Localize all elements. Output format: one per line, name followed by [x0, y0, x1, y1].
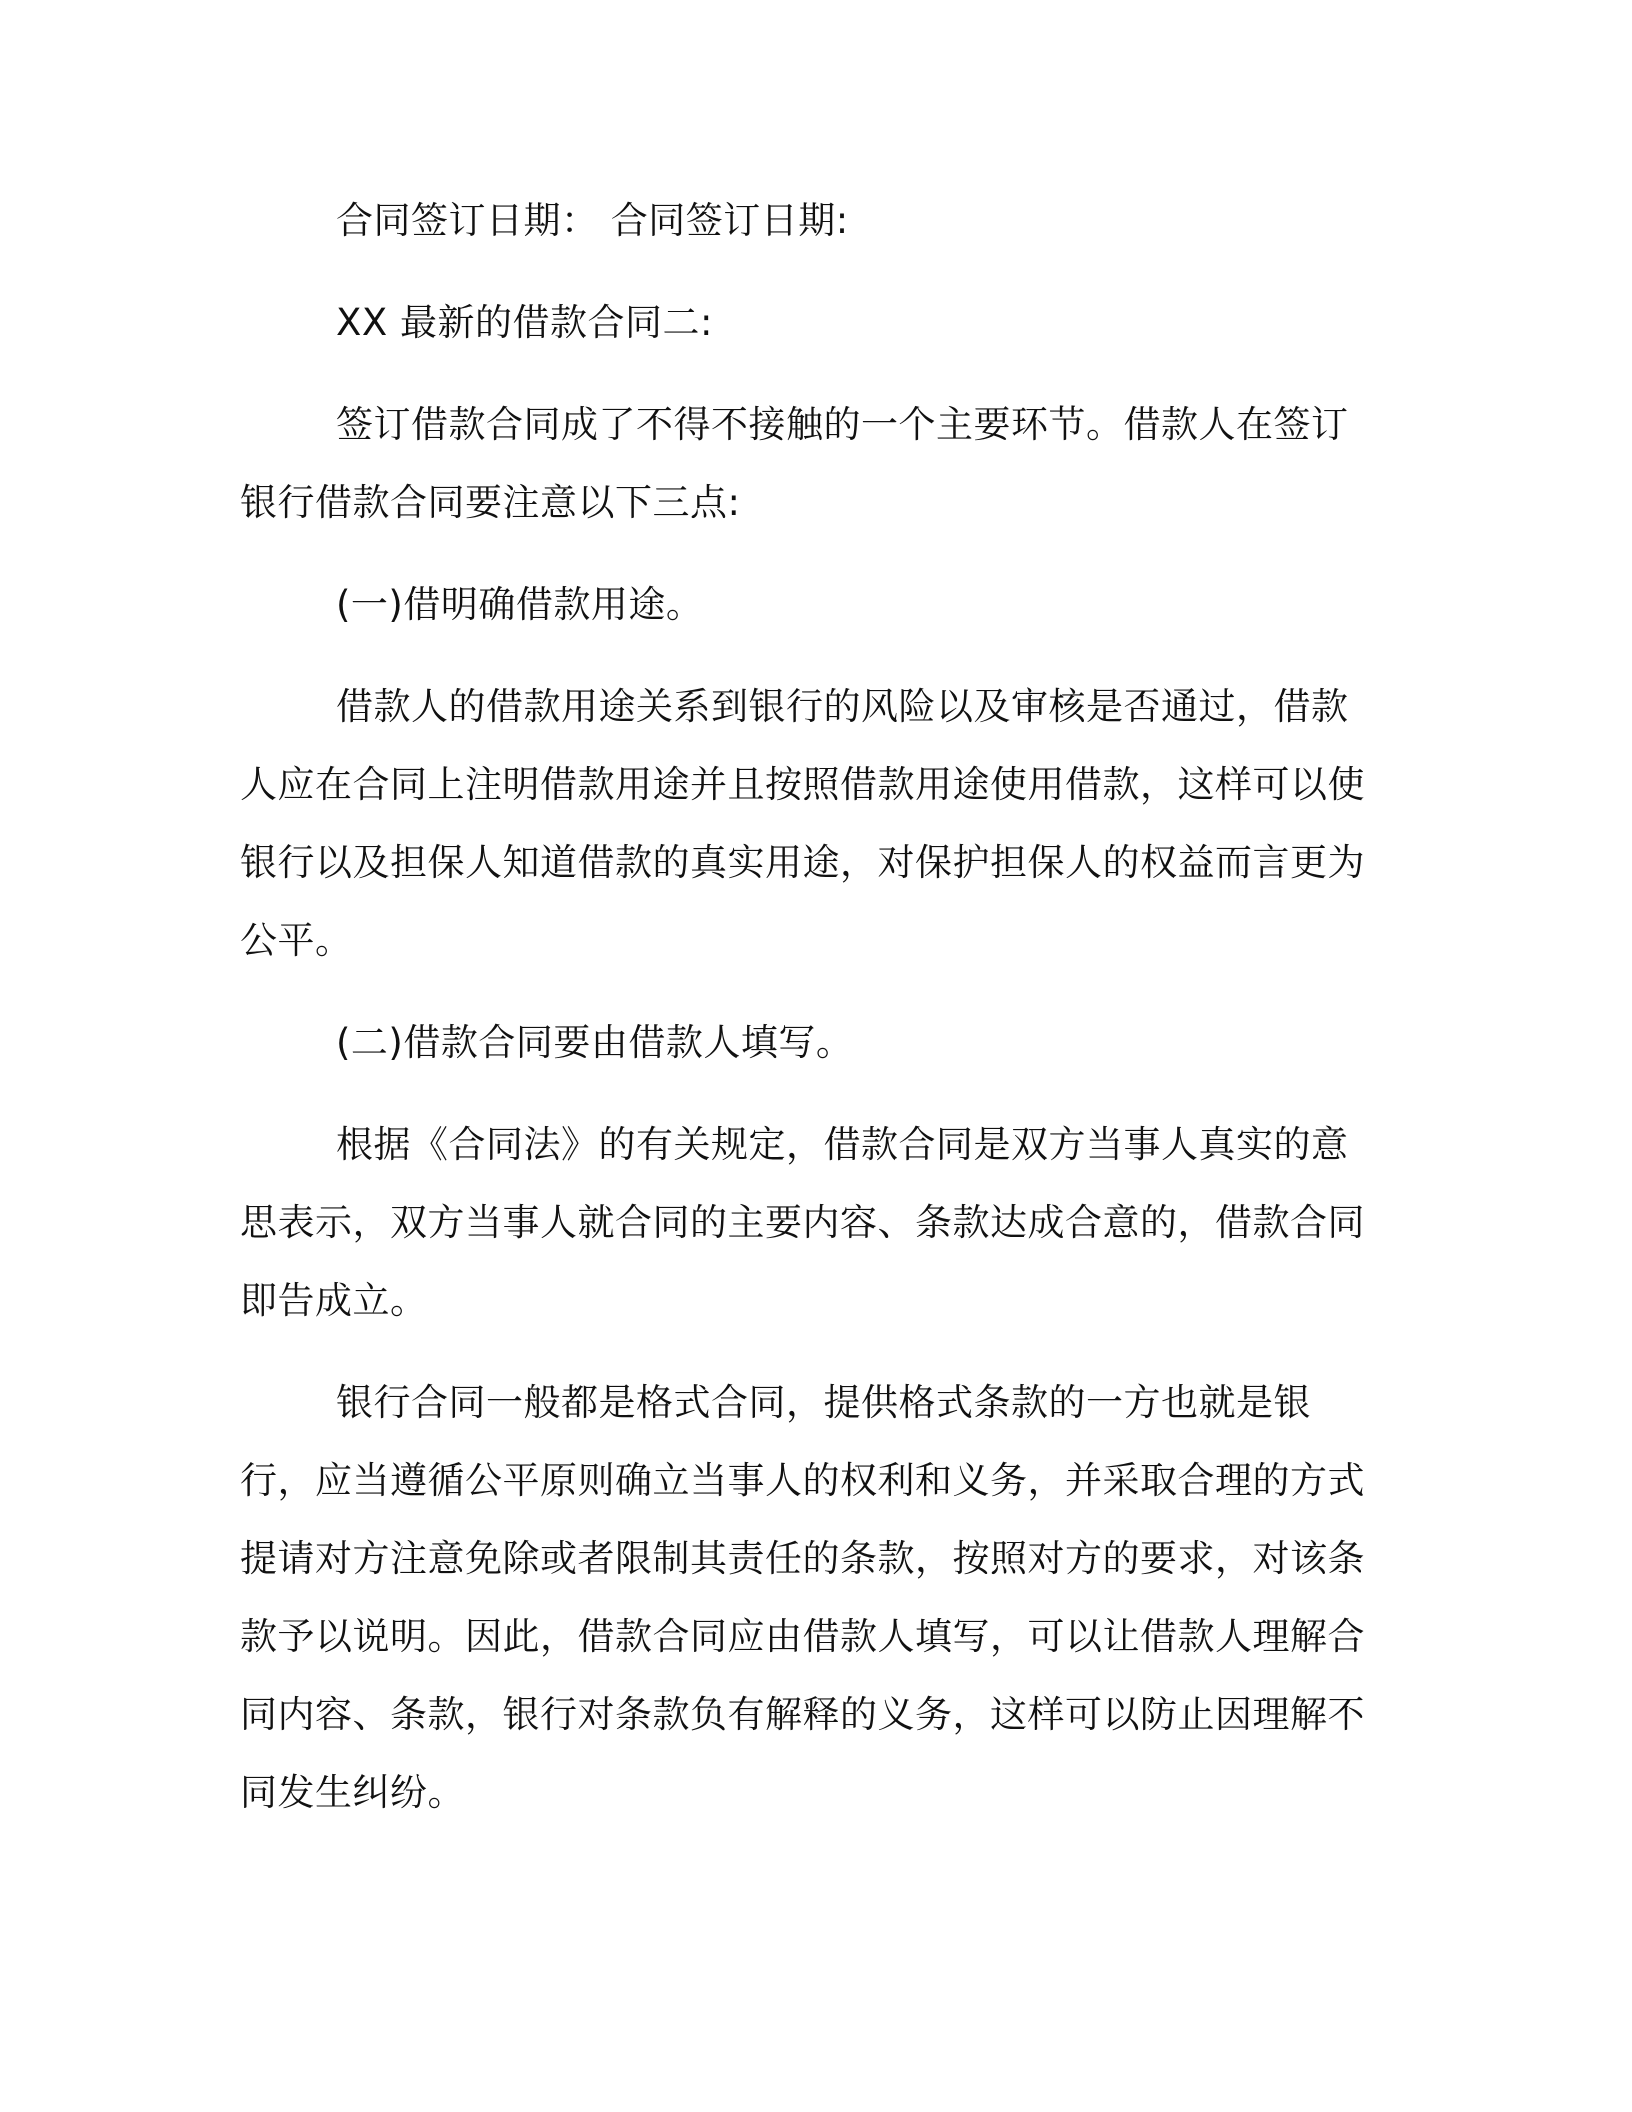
point-one-heading: (一)借明确借款用途。	[336, 583, 704, 626]
signing-date-line: 合同签订日期： 合同签订日期:	[336, 199, 849, 242]
intro-paragraph: 签订借款合同成了不得不接触的一个主要环节。借款人在签订银行借款合同要注意以下三点:	[240, 403, 1349, 524]
point-one-body: 借款人的借款用途关系到银行的风险以及审核是否通过，借款人应在合同上注明借款用途并且按照借款用途使用借款，这样可以使银行以及担保人知道借款的真实用途，对保护担保人的权益而言更为公平。	[240, 685, 1365, 962]
section-title: XX 最新的借款合同二:	[336, 301, 713, 344]
point-two-body-1: 根据《合同法》的有关规定，借款合同是双方当事人真实的意思表示，双方当事人就合同的主要内容、条款达成合意的，借款合同即告成立。	[240, 1123, 1365, 1322]
document-body	[240, 182, 1374, 1832]
point-two-heading: (二)借款合同要由借款人填写。	[336, 1021, 854, 1064]
point-two-body-2: 银行合同一般都是格式合同，提供格式条款的一方也就是银行，应当遵循公平原则确立当事人的权利和义务，并采取合理的方式提请对方注意免除或者限制其责任的条款，按照对方的要求，对该条款予以说明。因此，借款合同应由借款人填写，可以让借款人理解合同内容、条款，银行对条款负有解释的义务，这样可以防止因理解不同发生纠纷。	[240, 1381, 1365, 1814]
